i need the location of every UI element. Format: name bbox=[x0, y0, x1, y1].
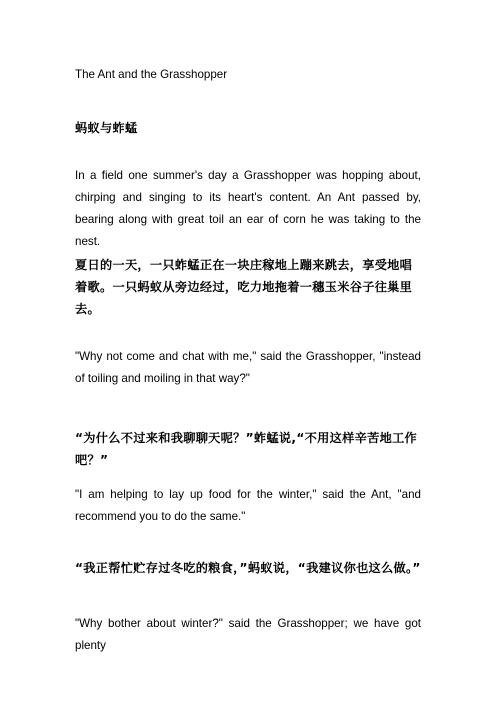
story-title-chinese: 蚂蚁与蚱蜢 bbox=[75, 121, 138, 135]
paragraph-2-english: "Why not come and chat with me," said the Grasshopper, "instead of toiling and moiling in that way?" bbox=[75, 350, 421, 385]
paragraph-2-chinese: “为什么不过来和我聊聊天呢？”蚱蜢说,“不用这样辛苦地工作吧？” bbox=[75, 431, 418, 467]
paragraph-4-english: "Why bother about winter?" said the Grasshopper; we have got plenty bbox=[75, 617, 421, 652]
story-title-english: The Ant and the Grasshopper bbox=[75, 68, 228, 81]
paragraph-3-english: "I am helping to lay up food for the winter," said the Ant, "and recommend you to do the same." bbox=[75, 488, 421, 523]
paragraph-1-english: In a field one summer's day a Grasshopper was hopping about, chirping and singing to its heart's content. An Ant passed by, bearing along with great toil an ear of corn he was taking to the nest. bbox=[75, 169, 421, 248]
paragraph-3-chinese: “我正帮忙贮存过冬吃的粮食，”蚂蚁说，“我建议你也这么做。” bbox=[75, 561, 421, 575]
paragraph-1-chinese: 夏日的一天，一只蚱蜢正在一块庄稼地上蹦来跳去，享受地唱着歌。一只蚂蚁从旁边经过，吃力地拖着一穗玉米谷子往巢里去。 bbox=[75, 258, 413, 316]
